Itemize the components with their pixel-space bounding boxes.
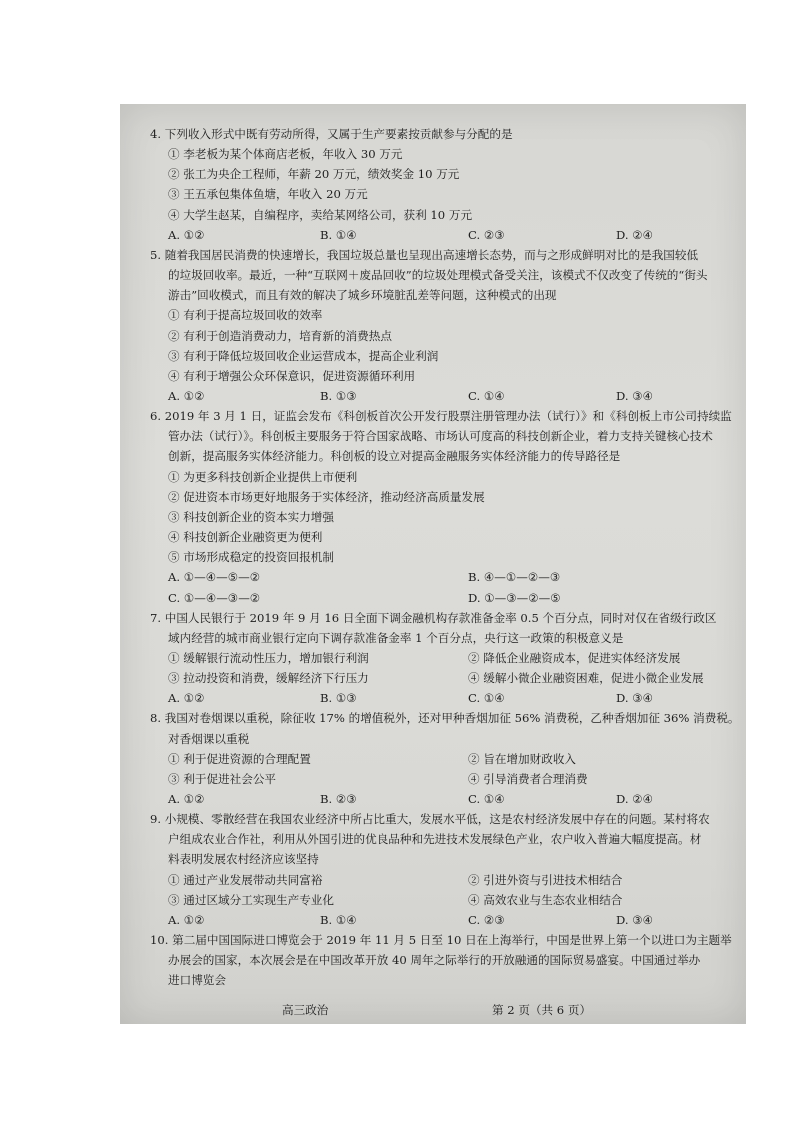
- statement-item: ① 李老板为某个体商店老板，年收入 30 万元: [168, 147, 403, 162]
- question-stem-line: 办展会的国家，本次展会是在中国改革开放 40 周年之际举行的开放融通的国际贸易盛宴。中国通过举办: [168, 953, 701, 968]
- statement-item: ① 通过产业发展带动共同富裕: [168, 872, 323, 887]
- statement-item: ① 利于促进资源的合理配置: [168, 751, 311, 766]
- statement-row: [150, 769, 740, 789]
- question-stem-line: 对香烟课以重税: [168, 731, 250, 746]
- statement-item: ③ 有利于降低垃圾回收企业运营成本，提高企业利润: [168, 348, 439, 363]
- statement-row: [150, 749, 740, 769]
- statement-item: ③ 利于促进社会公平: [168, 771, 277, 786]
- statement-item: ① 为更多科技创新企业提供上市便利: [168, 469, 358, 484]
- answer-options-row: [150, 910, 740, 930]
- statement-row: [150, 890, 740, 910]
- statement-item: ④ 有利于增强公众环保意识，促进资源循环利用: [168, 368, 416, 383]
- statement-item: ④ 引导消费者合理消费: [468, 771, 588, 786]
- answer-option: B. ①③: [320, 389, 357, 404]
- question-stem-line: 创新，提高服务实体经济能力。科创板的设立对提高金融服务实体经济能力的传导路径是: [168, 449, 621, 464]
- answer-option: A. ①②: [168, 389, 205, 404]
- statement-item: ⑤ 市场形成稳定的投资回报机制: [168, 550, 334, 565]
- question-block: [150, 708, 740, 809]
- answer-option: B. ①④: [320, 912, 357, 927]
- statement-item: ④ 科技创新企业融资更为便利: [168, 530, 323, 545]
- answer-option: D. ③④: [616, 389, 654, 404]
- statement-item: ② 引进外资与引进技术相结合: [468, 872, 623, 887]
- statement-row: [150, 668, 740, 688]
- question-stem-line: 的垃圾回收率。最近，一种“互联网＋废品回收”的垃圾处理模式备受关注，该模式不仅改变了传统的“街头: [168, 268, 708, 283]
- question-stem-line: 6. 2019 年 3 月 1 日，证监会发布《科创板首次公开发行股票注册管理办法（试行）》和《科创板上市公司持续监: [150, 409, 732, 424]
- question-stem-line: 料表明发展农村经济应该坚持: [168, 852, 319, 867]
- answer-option: B. ①④: [320, 227, 357, 242]
- exam-questions: [150, 124, 740, 991]
- answer-option: B. ①③: [320, 691, 357, 706]
- answer-options-row: [150, 789, 740, 809]
- answer-option: B. ②③: [320, 792, 357, 807]
- question-block: [150, 124, 740, 245]
- page-footer: [120, 1002, 746, 1022]
- question-stem-line: 进口博览会: [168, 973, 226, 988]
- statement-item: ② 张工为央企工程师，年薪 20 万元，绩效奖金 10 万元: [168, 167, 460, 182]
- statement-item: ④ 缓解小微企业融资困难，促进小微企业发展: [468, 671, 704, 686]
- question-block: [150, 245, 740, 406]
- question-stem-line: 9. 小规模、零散经营在我国农业经济中所占比重大，发展水平低，这是农村经济发展中存在的问题。某村将农: [150, 812, 710, 827]
- question-stem-line: 7. 中国人民银行于 2019 年 9 月 16 日全面下调金融机构存款准备金率 0.5 个百分点，同时对仅在省级行政区: [150, 610, 717, 625]
- footer-page-number: 第 2 页（共 6 页）: [492, 1003, 592, 1017]
- statement-item: ② 有利于创造消费动力，培育新的消费热点: [168, 328, 392, 343]
- statement-item: ④ 高效农业与生态农业相结合: [468, 892, 623, 907]
- answer-option: A. ①②: [168, 691, 205, 706]
- answer-option: A. ①②: [168, 912, 205, 927]
- statement-item: ③ 拉动投资和消费，缓解经济下行压力: [168, 671, 369, 686]
- answer-option: D. ③④: [616, 691, 654, 706]
- statement-item: ④ 大学生赵某，自编程序，卖给某网络公司，获利 10 万元: [168, 207, 473, 222]
- answer-option: D. ②④: [616, 792, 654, 807]
- statement-row: [150, 870, 740, 890]
- question-stem-line: 域内经营的城市商业银行定向下调存款准备金率 1 个百分点，央行这一政策的积极意义是: [168, 630, 624, 645]
- answer-options-row: [150, 386, 740, 406]
- question-block: [150, 809, 740, 930]
- statement-row: [150, 648, 740, 668]
- statement-item: ③ 王五承包集体鱼塘，年收入 20 万元: [168, 187, 368, 202]
- answer-option: C. ①④: [468, 691, 505, 706]
- answer-options-row: [150, 688, 740, 708]
- statement-item: ② 降低企业融资成本，促进实体经济发展: [468, 651, 681, 665]
- answer-option: C. ②③: [468, 912, 505, 927]
- answer-option: D. ①—③—②—⑤: [468, 590, 561, 605]
- statement-item: ② 旨在增加财政收入: [468, 751, 577, 766]
- answer-options-row: [150, 225, 740, 245]
- answer-option: C. ①④: [468, 792, 505, 807]
- answer-option: B. ④—①—②—③: [468, 570, 561, 585]
- statement-item: ② 促进资本市场更好地服务于实体经济，推动经济高质量发展: [168, 489, 485, 504]
- answer-options-row: [150, 567, 740, 587]
- question-stem-line: 管办法（试行）》。科创板主要服务于符合国家战略、市场认可度高的科技创新企业，着力支持关键核心技术: [168, 429, 713, 444]
- answer-option: D. ②④: [616, 227, 654, 242]
- question-block: [150, 608, 740, 709]
- answer-option: A. ①—④—⑤—②: [168, 570, 261, 585]
- answer-options-row: [150, 588, 740, 608]
- question-block: [150, 930, 740, 990]
- answer-option: C. ①—④—③—②: [168, 590, 261, 605]
- answer-option: D. ③④: [616, 912, 654, 927]
- answer-option: A. ①②: [168, 227, 205, 242]
- exam-page-photo: [120, 104, 746, 1024]
- statement-item: ① 有利于提高垃圾回收的效率: [168, 308, 323, 323]
- footer-subject: 高三政治: [282, 1003, 329, 1017]
- statement-item: ③ 通过区域分工实现生产专业化: [168, 892, 334, 907]
- answer-option: C. ①④: [468, 389, 505, 404]
- question-block: [150, 406, 740, 608]
- answer-option: A. ①②: [168, 792, 205, 807]
- statement-item: ① 缓解银行流动性压力，增加银行利润: [168, 651, 369, 665]
- question-stem-line: 10. 第二届中国国际进口博览会于 2019 年 11 月 5 日至 10 日在上海举行，中国是世界上第一个以进口为主题举: [150, 933, 732, 948]
- answer-option: C. ②③: [468, 227, 505, 242]
- question-stem-line: 8. 我国对卷烟课以重税，除征收 17% 的增值税外，还对甲种香烟加征 56% 消费税，乙种香烟加征 36% 消费税。: [150, 711, 740, 726]
- question-stem-line: 游击”回收模式，而且有效的解决了城乡环境脏乱差等问题，这种模式的出现: [168, 288, 557, 303]
- question-stem-line: 5. 随着我国居民消费的快速增长，我国垃圾总量也呈现出高速增长态势，而与之形成鲜明对比的是我国较低: [150, 247, 699, 262]
- question-stem-line: 户组成农业合作社，利用从外国引进的优良品种和先进技术发展绿色产业，农户收入普遍大幅度提高。材: [168, 832, 702, 847]
- statement-item: ③ 科技创新企业的资本实力增强: [168, 509, 334, 524]
- question-stem-line: 4. 下列收入形式中既有劳动所得，又属于生产要素按贡献参与分配的是: [150, 127, 513, 141]
